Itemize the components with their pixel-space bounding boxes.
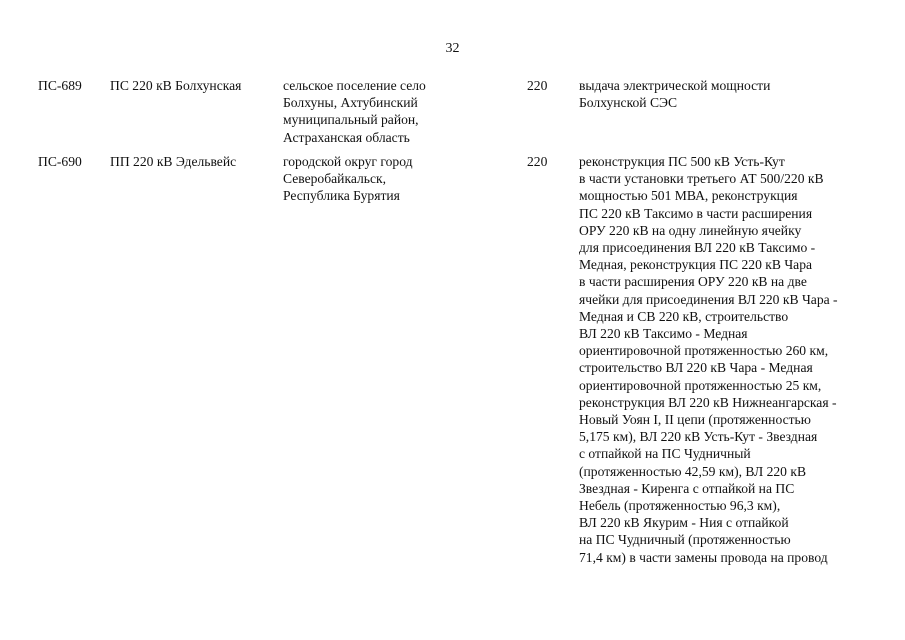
description-line: ПС 220 кВ Таксимо в части расширения	[579, 205, 813, 221]
object-code: ПС-689	[38, 78, 82, 93]
description-line: Медная, реконструкция ПС 220 кВ Чара	[579, 257, 813, 273]
description-line: ориентировочной протяженностью 260 км,	[579, 343, 829, 359]
description-line: ВЛ 220 кВ Таксимо - Медная	[579, 326, 748, 342]
description-line: в части расширения ОРУ 220 кВ на две	[579, 274, 807, 290]
object-location	[283, 153, 488, 205]
description-line: ВЛ 220 кВ Якурим - Ния с отпайкой	[579, 515, 789, 531]
description-line: реконструкция ПС 500 кВ Усть-Кут	[579, 154, 785, 169]
object-description	[579, 77, 889, 111]
description-line: строительство ВЛ 220 кВ Чара - Медная	[579, 360, 813, 376]
description-line: ячейки для присоединения ВЛ 220 кВ Чара -	[579, 291, 838, 307]
description-line: 5,175 км), ВЛ 220 кВ Усть-Кут - Звездная	[579, 429, 818, 445]
object-code: ПС-690	[38, 154, 82, 169]
object-name: ПП 220 кВ Эдельвейс	[110, 154, 237, 169]
object-voltage: 220	[527, 154, 548, 169]
description-line: ориентировочной протяженностью 25 км,	[579, 377, 822, 393]
description-line: мощностью 501 МВА, реконструкция	[579, 188, 798, 204]
description-line: Небель (протяженностью 96,3 км),	[579, 498, 781, 514]
description-line: выдача электрической мощности	[579, 78, 771, 93]
description-line: Звездная - Киренга с отпайкой на ПС	[579, 480, 795, 496]
location-line: городской округ город	[283, 154, 413, 169]
description-line: (протяженностью 42,59 км), ВЛ 220 кВ	[579, 463, 807, 479]
description-line: Болхунской СЭС	[579, 95, 678, 111]
object-name: ПС 220 кВ Болхунская	[110, 78, 242, 93]
description-line: с отпайкой на ПС Чудничный	[579, 446, 751, 462]
description-line: реконструкция ВЛ 220 кВ Нижнеангарская -	[579, 394, 837, 410]
location-line: муниципальный район,	[283, 112, 419, 128]
description-line: в части установки третьего АТ 500/220 кВ	[579, 171, 824, 187]
location-line: Болхуны, Ахтубинский	[283, 95, 418, 111]
location-line: Республика Бурятия	[283, 188, 400, 204]
location-line: сельское поселение село	[283, 78, 426, 93]
object-location	[283, 77, 488, 146]
page-number: 32	[445, 41, 460, 56]
description-line: для присоединения ВЛ 220 кВ Таксимо -	[579, 240, 816, 256]
description-line: Медная и СВ 220 кВ, строительство	[579, 308, 789, 324]
location-line: Северобайкальск,	[283, 171, 387, 187]
object-description	[579, 153, 889, 566]
description-line: 71,4 км) в части замены провода на провод	[579, 549, 828, 565]
object-voltage: 220	[527, 78, 548, 93]
location-line: Астраханская область	[283, 129, 410, 145]
description-line: ОРУ 220 кВ на одну линейную ячейку	[579, 222, 802, 238]
description-line: Новый Уоян I, II цепи (протяженностью	[579, 412, 811, 428]
description-line: на ПС Чудничный (протяженностью	[579, 532, 791, 548]
